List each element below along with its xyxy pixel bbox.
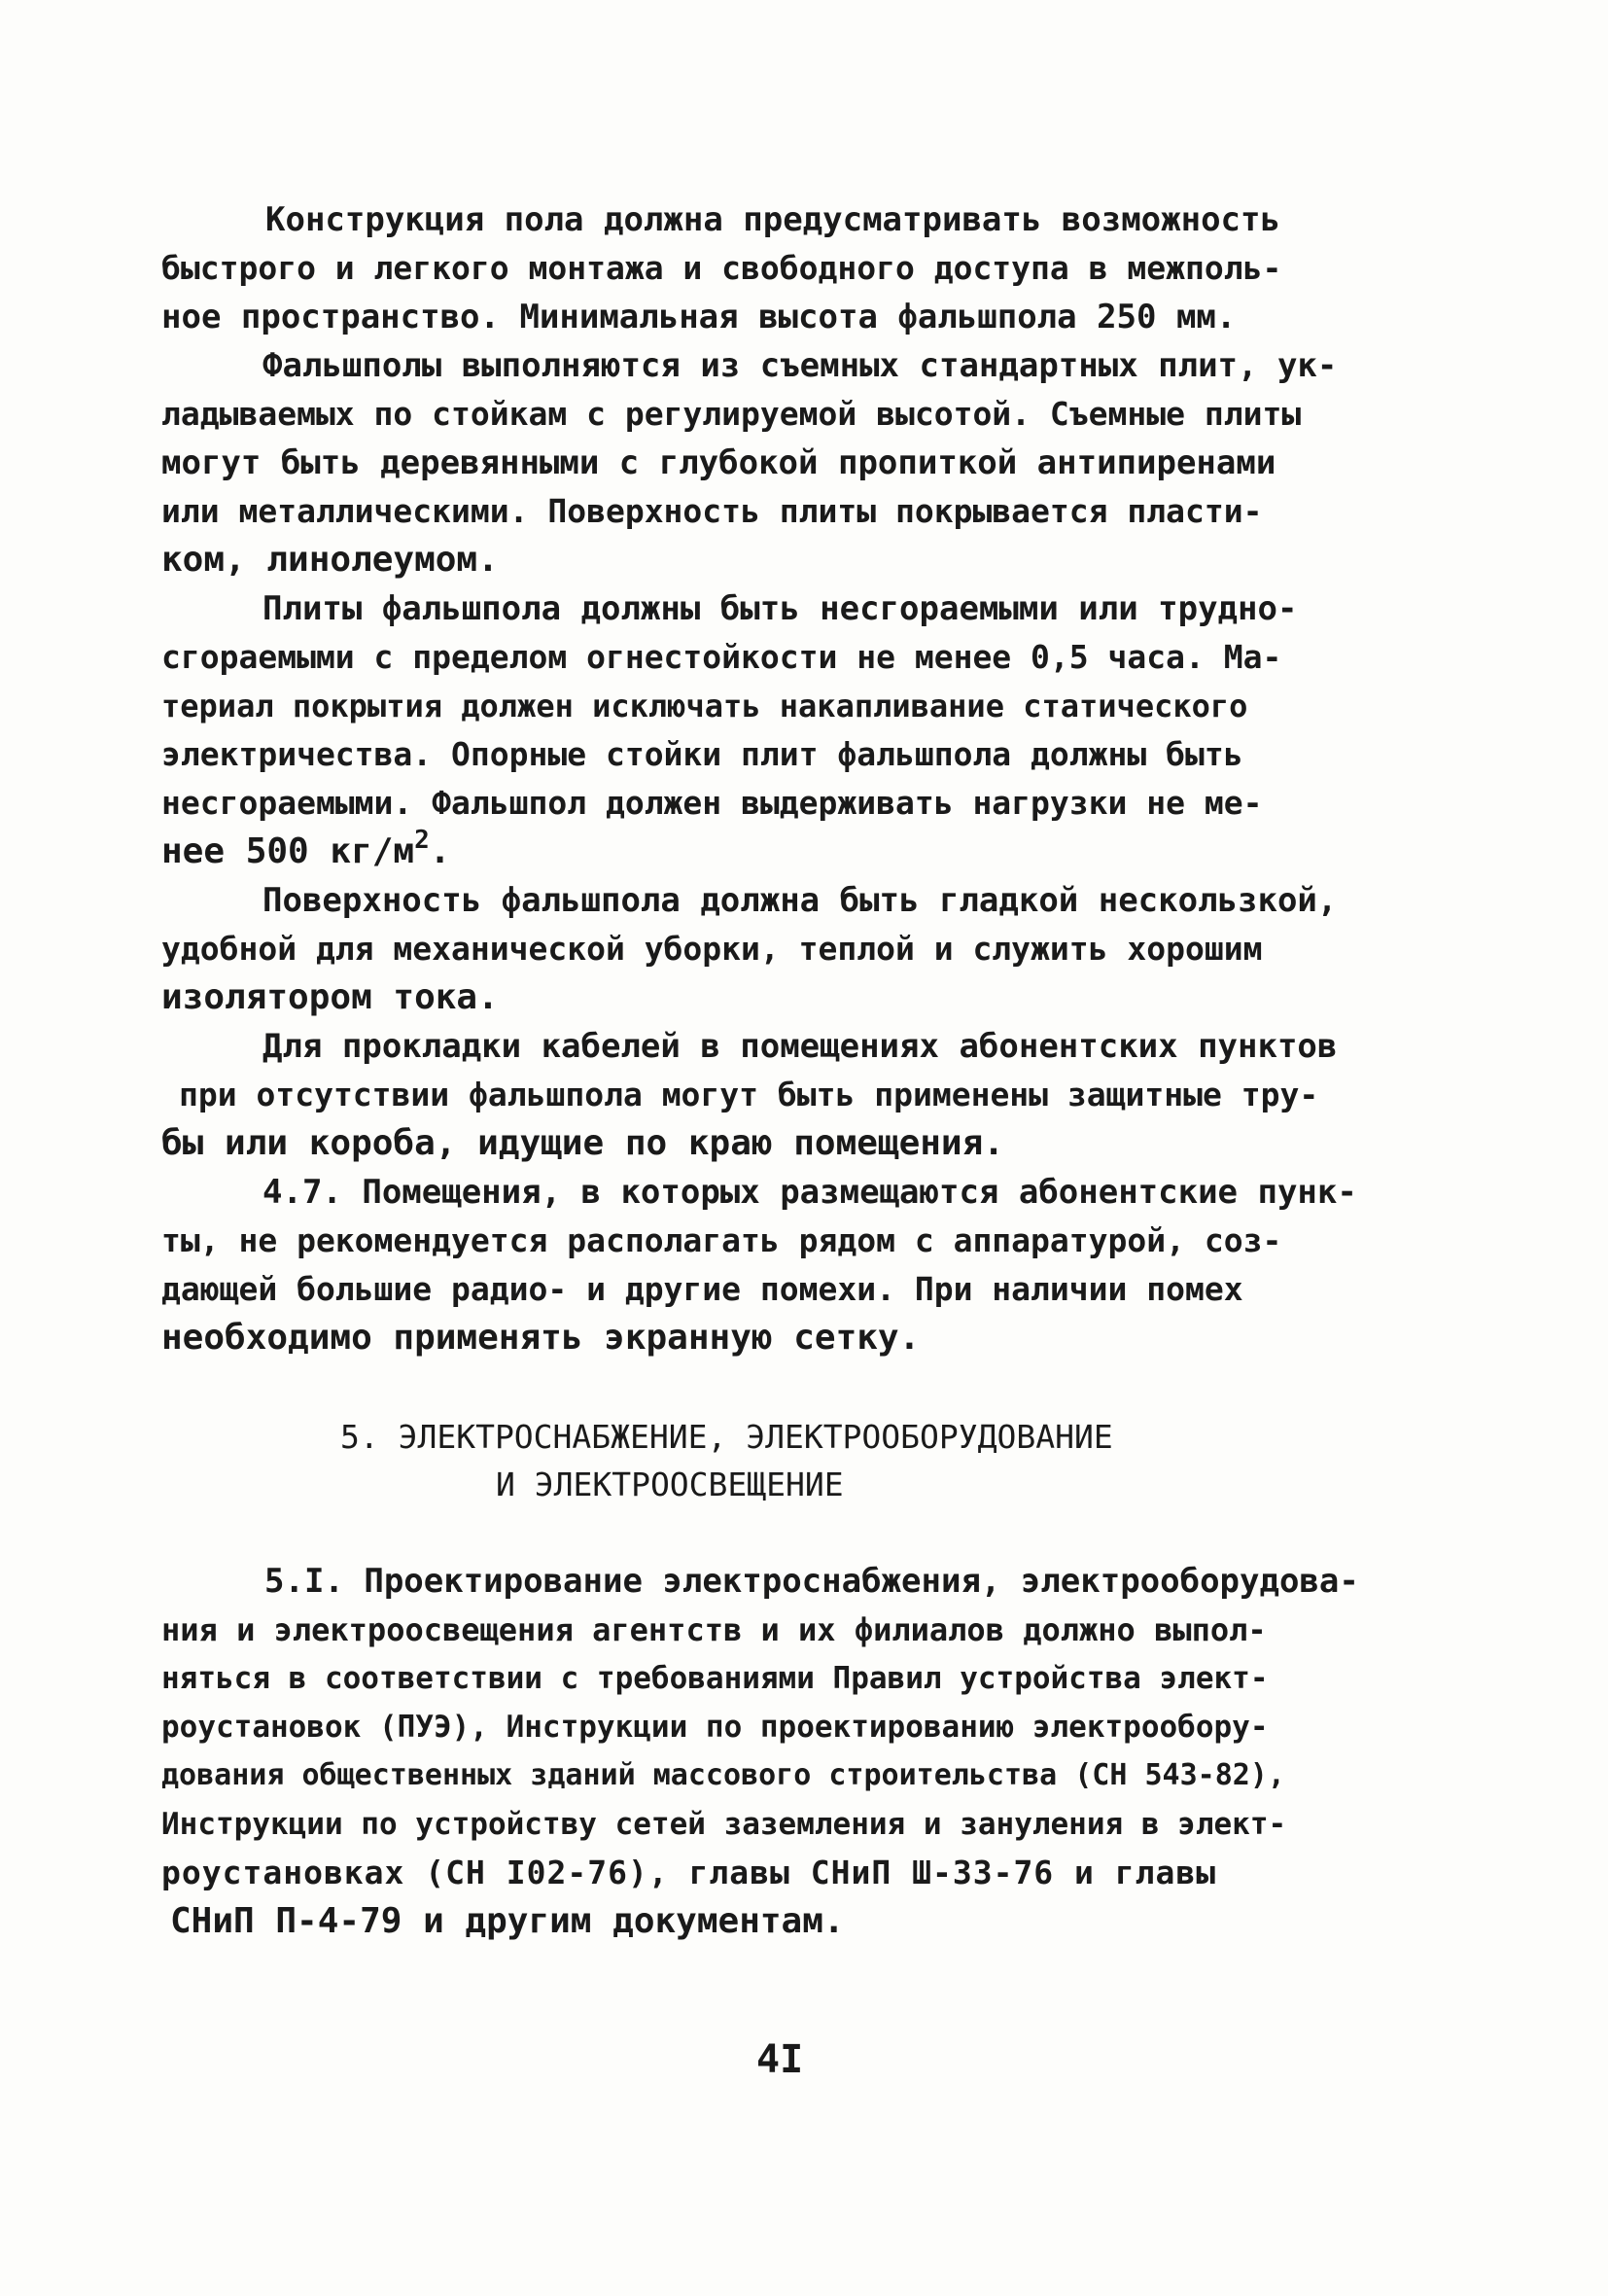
- text-line: Инструкции по устройству сетей заземления и зануления в элект-: [161, 1807, 1287, 1842]
- text-line: сгораемыми с пределом огнестойкости не менее 0,5 часа. Ма-: [161, 638, 1282, 676]
- text-line: дающей большие радио- и другие помехи. При наличии помех: [161, 1270, 1243, 1308]
- text-line: необходимо применять экранную сетку.: [161, 1318, 921, 1358]
- text-line: ладываемых по стойкам с регулируемой высотой. Съемные плиты: [161, 395, 1302, 433]
- text-line: быстрого и легкого монтажа и свободного доступа в межполь-: [161, 249, 1282, 287]
- text-line: ком, линолеумом.: [161, 540, 499, 580]
- text-line: СНиП П-4-79 и другим документам.: [170, 1901, 845, 1941]
- text-line: Фальшполы выполняются из съемных стандартных плит, ук-: [262, 346, 1338, 385]
- text-line: могут быть деревянными с глубокой пропиткой антипиренами: [161, 443, 1276, 482]
- text-line: Конструкция пола должна предусматривать возможность: [265, 200, 1280, 239]
- superscript: 2: [414, 826, 430, 855]
- text-line: изолятором тока.: [161, 977, 499, 1017]
- text-line: дования общественных зданий массового строительства (СН 543-82),: [161, 1758, 1285, 1792]
- text-line: роустановках (СН I02-76), главы СНиП Ш-33-76 и главы: [161, 1854, 1217, 1891]
- text-line: или металлическими. Поверхность плиты покрывается пласти-: [161, 492, 1263, 530]
- section-heading: И ЭЛЕКТРООСВЕЩЕНИЕ: [496, 1466, 844, 1503]
- text-line: ты, не рекомендуется располагать рядом с аппаратурой, соз-: [161, 1221, 1282, 1259]
- text-segment: .: [429, 831, 451, 871]
- text-line: Поверхность фальшпола должна быть гладкой нескользкой,: [262, 881, 1338, 920]
- text-line: ное пространство. Минимальная высота фальшпола 250 мм.: [161, 298, 1237, 336]
- text-line: несгораемыми. Фальшпол должен выдерживать нагрузки не ме-: [161, 784, 1263, 822]
- section-heading: 5. ЭЛЕКТРОСНАБЖЕНИЕ, ЭЛЕКТРООБОРУДОВАНИЕ: [340, 1418, 1113, 1456]
- text-line: роустановок (ПУЭ), Инструкции по проектированию электрообору-: [161, 1710, 1269, 1745]
- text-line-with-superscript: [161, 826, 451, 875]
- text-line: ния и электроосвещения агентств и их филиалов должно выпол-: [161, 1611, 1267, 1648]
- text-line: бы или короба, идущие по краю помещения.: [161, 1123, 1004, 1163]
- text-line: Плиты фальшпола должны быть несгораемыми или трудно-: [262, 589, 1298, 628]
- text-line: Для прокладки кабелей в помещениях абонентских пунктов: [262, 1027, 1338, 1066]
- text-line: 5.I. Проектирование электроснабжения, электрооборудова-: [264, 1562, 1359, 1601]
- text-line: няться в соответствии с требованиями Правил устройства элект-: [161, 1661, 1269, 1696]
- text-line: териал покрытия должен исключать накапливание статического: [161, 688, 1248, 724]
- text-line: 4.7. Помещения, в которых размещаются абонентские пунк-: [262, 1173, 1357, 1212]
- text-line: при отсутствии фальшпола могут быть применены защитные тру-: [179, 1076, 1319, 1113]
- text-line: удобной для механической уборки, теплой и служить хорошим: [161, 930, 1263, 968]
- page-number: 4I: [756, 2037, 804, 2082]
- text-segment: нее 500 кг/м: [161, 831, 415, 871]
- text-line: электричества. Опорные стойки плит фальшпола должны быть: [161, 735, 1243, 773]
